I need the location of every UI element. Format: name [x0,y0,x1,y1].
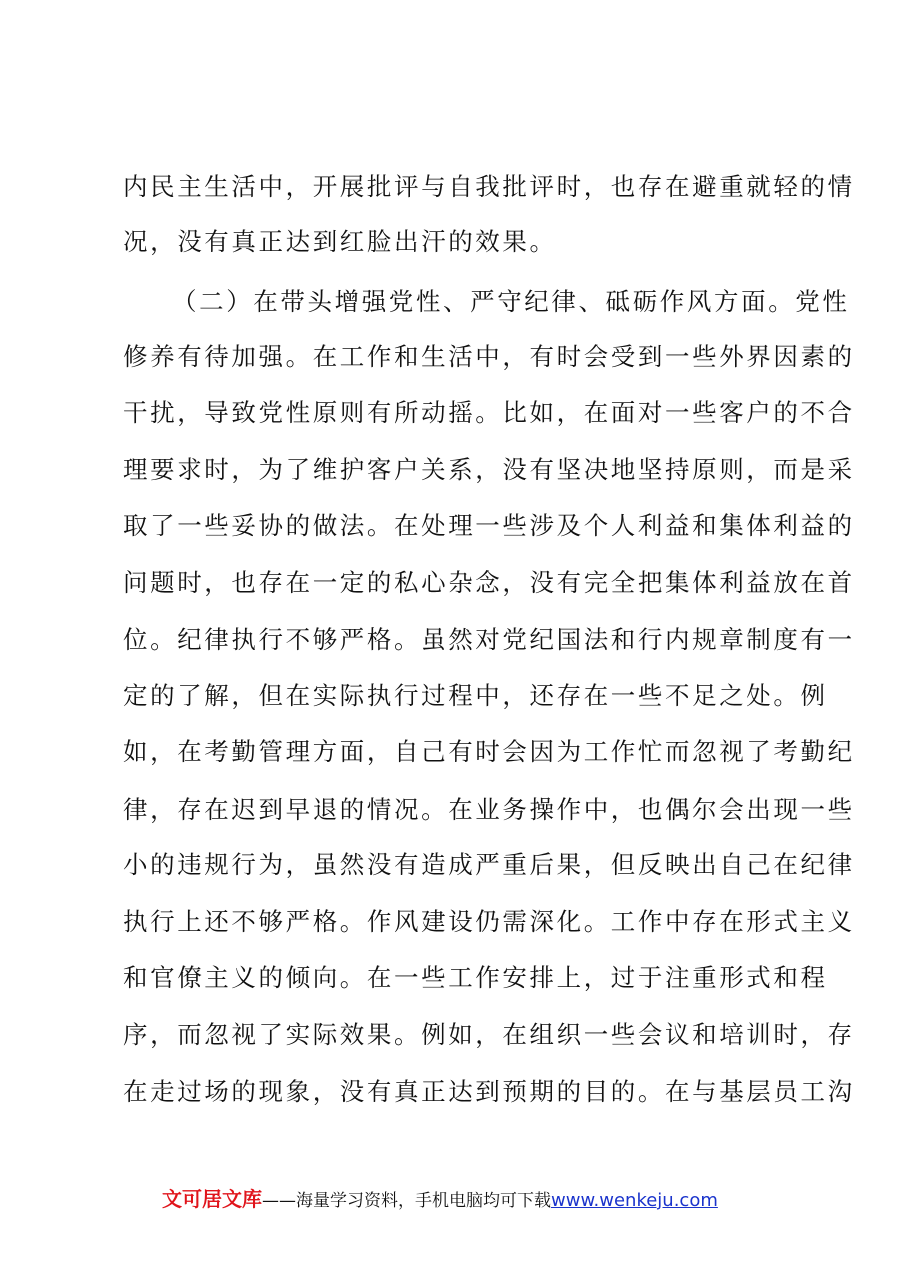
section-heading-line: （二）在带头增强党性、严守纪律、砥砺作风方面。党性 [172,287,850,316]
body-line: 执行上还不够严格。作风建设仍需深化。工作中存在形式主义 [123,907,855,936]
body-line: 和官僚主义的倾向。在一些工作安排上，过于注重形式和程 [123,963,828,992]
body-line: 干扰，导致党性原则有所动摇。比如，在面对一些客户的不合 [123,398,855,427]
body-line: 位。纪律执行不够严格。虽然对党纪国法和行内规章制度有一 [123,625,855,654]
footer-banner [162,1183,718,1211]
footer-site-link[interactable]: www.wenkeju.com [551,1190,718,1211]
body-line: 序，而忽视了实际效果。例如，在组织一些会议和培训时，存 [123,1020,855,1049]
footer-brand: 文可居文库 [162,1187,262,1211]
body-line: 况，没有真正达到红脸出汗的效果。 [123,227,557,256]
body-line: 小的违规行为，虽然没有造成严重后果，但反映出自己在纪律 [123,850,855,879]
body-line: 定的了解，但在实际执行过程中，还存在一些不足之处。例 [123,681,828,710]
body-line: 理要求时，为了维护客户关系，没有坚决地坚持原则，而是采 [123,455,855,484]
body-line: 取了一些妥协的做法。在处理一些涉及个人利益和集体利益的 [123,511,855,540]
body-line: 问题时，也存在一定的私心杂念，没有完全把集体利益放在首 [123,568,855,597]
body-line: 在走过场的现象，没有真正达到预期的目的。在与基层员工沟 [123,1077,855,1106]
body-line: 如，在考勤管理方面，自己有时会因为工作忙而忽视了考勤纪 [123,737,855,766]
body-line: 内民主生活中，开展批评与自我批评时，也存在避重就轻的情 [123,172,855,201]
body-line: 律，存在迟到早退的情况。在业务操作中，也偶尔会出现一些 [123,795,855,824]
footer-tagline: ——海量学习资料，手机电脑均可下载 [262,1191,551,1211]
body-line: 修养有待加强。在工作和生活中，有时会受到一些外界因素的 [123,342,855,371]
